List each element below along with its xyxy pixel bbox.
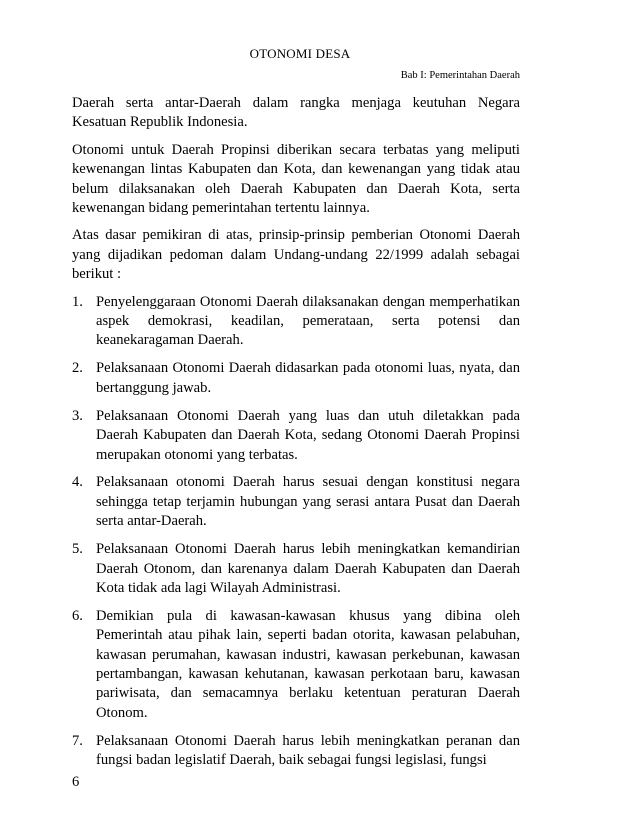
paragraph-continuation: Daerah serta antar-Daerah dalam rangka menjaga keutuhan Negara Kesatuan Republik Indonesia. bbox=[72, 95, 520, 131]
list-item-number: 3. bbox=[72, 407, 83, 424]
list-item bbox=[72, 293, 520, 351]
list-item-text: Pelaksanaan Otonomi Daerah didasarkan pada otonomi luas, nyata, dan bertanggung jawab. bbox=[96, 360, 520, 396]
list-item-number: 6. bbox=[72, 607, 83, 624]
principles-list bbox=[72, 293, 520, 771]
list-item bbox=[72, 540, 520, 598]
page-body bbox=[72, 94, 520, 779]
list-item-number: 4. bbox=[72, 474, 83, 491]
list-item bbox=[72, 407, 520, 465]
paragraph-propinsi-autonomy: Otonomi untuk Daerah Propinsi diberikan secara terbatas yang meliputi kewenangan lintas Kabupaten dan Kota, dan kewenangan yang tidak atau belum dilaksanakan oleh Daerah Kabupaten dan Daerah Kota, serta kewenangan bidang pemerintahan tertentu lainnya. bbox=[72, 141, 520, 217]
list-item-text: Pelaksanaan Otonomi Daerah harus lebih meningkatkan peranan dan fungsi badan legislatif Daerah, baik sebagai fungsi legislasi, fungsi bbox=[96, 732, 520, 769]
chapter-label: Bab I: Pemerintahan Daerah bbox=[400, 70, 520, 81]
list-item-number: 5. bbox=[72, 541, 83, 558]
list-item-number: 7. bbox=[72, 732, 83, 749]
list-item-text: Penyelenggaraan Otonomi Daerah dilaksanakan dengan memperhatikan aspek demokrasi, keadilan, pemerataan, serta potensi dan keanekaragaman Daerah. bbox=[96, 293, 520, 349]
list-item-number: 2. bbox=[72, 360, 83, 377]
list-item bbox=[72, 732, 520, 771]
list-item bbox=[72, 473, 520, 531]
running-title: OTONOMI DESA bbox=[249, 46, 351, 61]
list-item-text: Pelaksanaan otonomi Daerah harus sesuai dengan konstitusi negara sehingga tetap terjamin hubungan yang serasi antara Pusat dan Daerah serta antar-Daerah. bbox=[96, 474, 520, 530]
list-item-text: Pelaksanaan Otonomi Daerah yang luas dan utuh diletakkan pada Daerah Kabupaten dan Daerah Kota, sedang Otonomi Daerah Propinsi merupakan otonomi yang terbatas. bbox=[96, 407, 520, 463]
page-number: 6 bbox=[72, 774, 80, 790]
list-item bbox=[72, 607, 520, 723]
list-item-text: Pelaksanaan Otonomi Daerah harus lebih meningkatkan kemandirian Daerah Otonom, dan karenanya dalam Daerah Kabupaten dan Daerah Kota tidak ada lagi Wilayah Administrasi. bbox=[96, 541, 520, 596]
paragraph-principles-intro: Atas dasar pemikiran di atas, prinsip-prinsip pemberian Otonomi Daerah yang dijadikan pedoman dalam Undang-undang 22/1999 adalah sebagai berikut : bbox=[72, 227, 520, 283]
list-item bbox=[72, 359, 520, 398]
list-item-text: Demikian pula di kawasan-kawasan khusus yang dibina oleh Pemerintah atau pihak lain, seperti badan otorita, kawasan pelabuhan, kawasan perumahan, kawasan industri, kawasan perkebunan, kawasan pertambangan, kawasan kehutanan, kawasan perkotaan baru, kawasan pariwisata, dan semacamnya berlaku ketentuan peraturan Daerah Otonom. bbox=[96, 607, 520, 721]
list-item-number: 1. bbox=[72, 293, 83, 310]
